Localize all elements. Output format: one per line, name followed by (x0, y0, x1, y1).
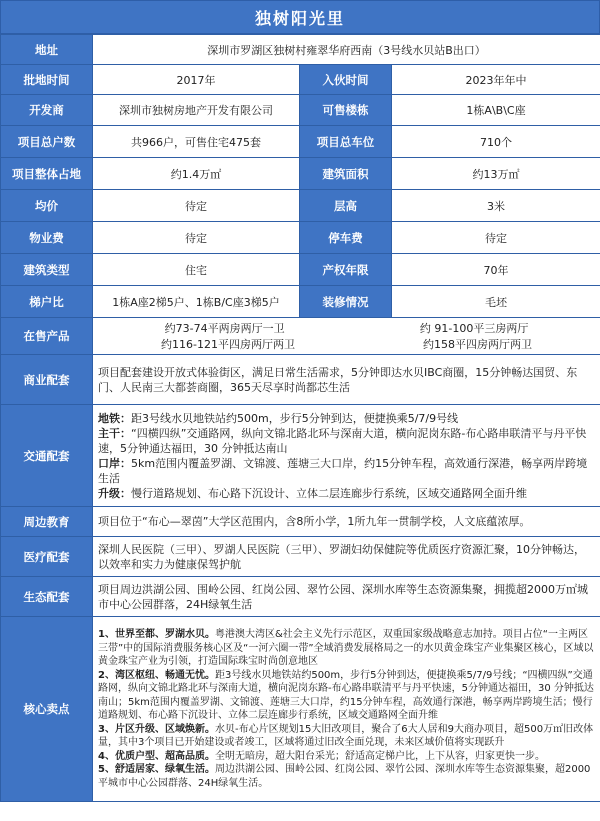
tenure-value: 70年 (392, 254, 600, 286)
product-c: 约116-121平四房两厅两卫 (161, 338, 295, 351)
ecology-label: 生态配套 (1, 577, 93, 617)
core-text (93, 617, 600, 802)
floorarea-label: 建筑面积 (300, 158, 392, 190)
movein-label: 入伙时间 (300, 65, 392, 95)
parking-label: 项目总车位 (300, 126, 392, 158)
propertyfee-value: 待定 (93, 222, 300, 254)
decoration-value: 毛坯 (392, 286, 600, 318)
parkingfee-value: 待定 (392, 222, 600, 254)
medical-label: 医疗配套 (1, 537, 93, 577)
propertyfee-label: 物业费 (1, 222, 93, 254)
traffic-label: 交通配套 (1, 405, 93, 507)
households-label: 项目总户数 (1, 126, 93, 158)
tenure-label: 产权年限 (300, 254, 392, 286)
movein-value: 2023年年中 (392, 65, 600, 95)
floorheight-value: 3米 (392, 190, 600, 222)
core-point-5-text: 周边洪湖公园、围岭公园、红岗公园、翠竹公园、深圳水库等生态资源集聚，超2000平城市中心公园群落、24H绿氧生活。 (98, 764, 591, 789)
approval-value: 2017年 (93, 65, 300, 95)
traffic-text (93, 405, 600, 507)
developer-value: 深圳市独树房地产开发有限公司 (93, 95, 300, 126)
price-value: 待定 (93, 190, 300, 222)
traffic-metro-text: 距3号线水贝地铁站约500m，步行5分钟到达，便捷换乘5/7/9号线 (131, 411, 459, 425)
floorarea-value: 约13万㎡ (392, 158, 600, 190)
core-label: 核心卖点 (1, 617, 93, 802)
info-table (0, 34, 600, 802)
commerce-text: 项目配套建设开放式体验街区，满足日常生活需求，5分钟即达水贝IBC商圈，15分钟畅达国贸、东门、人民南三大都荟商圈，365天尽享时尚都芯生活 (93, 355, 600, 405)
ecology-text: 项目周边洪湖公园、围岭公园、红岗公园、翠竹公园、深圳水库等生态资源集聚，拥揽超2000万㎡城市中心公园群落，24H绿氧生活 (93, 577, 600, 617)
buildtype-value: 住宅 (93, 254, 300, 286)
core-point-5-head: 5、舒适居家、绿氧生活。 (98, 764, 215, 775)
traffic-upgrade-key: 升级： (98, 486, 131, 500)
products-label: 在售产品 (1, 318, 93, 355)
core-point-4-text: 全明无暗房，超大阳台采光；舒适高定梯户比，上下从容，归家更快一步。 (214, 750, 545, 762)
product-a: 约73-74平两房两厅一卫 (164, 322, 285, 335)
address-label: 地址 (1, 35, 93, 65)
parkingfee-label: 停车费 (300, 222, 392, 254)
traffic-port-text: 5km范围内覆盖罗湖、文锦渡、莲塘三大口岸，约15分钟车程，高效通行深港，畅享两岸跨境生活 (98, 456, 588, 485)
address-value: 深圳市罗湖区独树村雍翠华府西南（3号线水贝站B出口） (93, 35, 600, 65)
sheet-title: 独树阳光里 (0, 0, 600, 34)
traffic-road-text: “四横四纵”交通路网，纵向文锦北路北环与深南大道，横向泥岗东路-布心路串联清平与丹平快速，5分钟通达福田，30 分钟抵达南山 (98, 426, 587, 455)
buildtype-label: 建筑类型 (1, 254, 93, 286)
floorheight-label: 层高 (300, 190, 392, 222)
traffic-port-key: 口岸： (98, 456, 131, 470)
traffic-road-key: 主干： (98, 426, 131, 440)
buildings-label: 可售楼栋 (300, 95, 392, 126)
education-text: 项目位于“布心—翠茵”大学区范围内，含8所小学，1所九年一贯制学校，人文底蕴浓厚。 (93, 507, 600, 537)
traffic-metro-key: 地铁： (98, 411, 131, 425)
traffic-upgrade-text: 慢行道路规划、布心路下沉设计、立体二层连廊步行系统，区域交通路网全面升维 (131, 486, 527, 500)
core-point-2-text: 距3号线水贝地铁站约500m，步行5分钟到达，便捷换乘5/7/9号线；“四横四纵”交通路网，纵向文锦北路北环与深南大道，横向泥岗东路-布心路串联清平与丹平快速，5分钟通达福田，30 分钟抵达南山；5km范围内覆盖罗湖、文锦渡、莲塘三大口岸，约15分钟车程，高效通行深港，畅享两岸跨境生活；慢行道路规划、布心路下沉设计、立体二层连廊步行系统，区域交通路网全面升维 (98, 669, 594, 721)
buildings-value: 1栋A\B\C座 (392, 95, 600, 126)
product-b: 约 91-100平三房两厅 (419, 322, 529, 335)
core-point-4-head: 4、优质户型、超高品质。 (98, 750, 215, 762)
elevatorratio-label: 梯户比 (1, 286, 93, 318)
product-d: 约158平四房两厅两卫 (422, 338, 532, 351)
core-point-1-head: 1、世界至都、罗湖水贝。 (98, 629, 215, 640)
landarea-label: 项目整体占地 (1, 158, 93, 190)
commerce-label: 商业配套 (1, 355, 93, 405)
core-point-3-head: 3、片区升级、区域焕新。 (98, 723, 215, 735)
elevatorratio-value: 1栋A座2梯5户、1栋B/C座3梯5户 (93, 286, 300, 318)
price-label: 均价 (1, 190, 93, 222)
education-label: 周边教育 (1, 507, 93, 537)
approval-label: 批地时间 (1, 65, 93, 95)
products-value (93, 318, 600, 355)
core-point-1-text: 粤港澳大湾区&社会主义先行示范区，双重国家级战略意志加持。项目占位“一主两区三带”中的国际消费服务核心区及“一河六圈一带”全域消费发展格局之一的水贝黄金珠宝产业集聚区核心，区域以黄金珠宝产业为引领，打造国际珠宝时尚创意地区 (98, 629, 594, 667)
developer-label: 开发商 (1, 95, 93, 126)
medical-text: 深圳人民医院（三甲）、罗湖人民医院（三甲）、罗湖妇幼保健院等优质医疗资源汇聚，10分钟畅达，以效率和实力为健康保驾护航 (93, 537, 600, 577)
households-value: 共966户，可售住宅475套 (93, 126, 300, 158)
parking-value: 710个 (392, 126, 600, 158)
core-point-3-text: 水贝-布心片区规划15大旧改项目，聚合了6大人居和9大商办项目，超500万㎡旧改体量，其中3个项目已开始建设或者竣工，区域将通过旧改全面兑现，未来区域价值将实现跃升 (98, 723, 594, 748)
core-point-2-head: 2、湾区枢纽、畅通无忧。 (98, 669, 215, 681)
landarea-value: 约1.4万㎡ (93, 158, 300, 190)
decoration-label: 装修情况 (300, 286, 392, 318)
